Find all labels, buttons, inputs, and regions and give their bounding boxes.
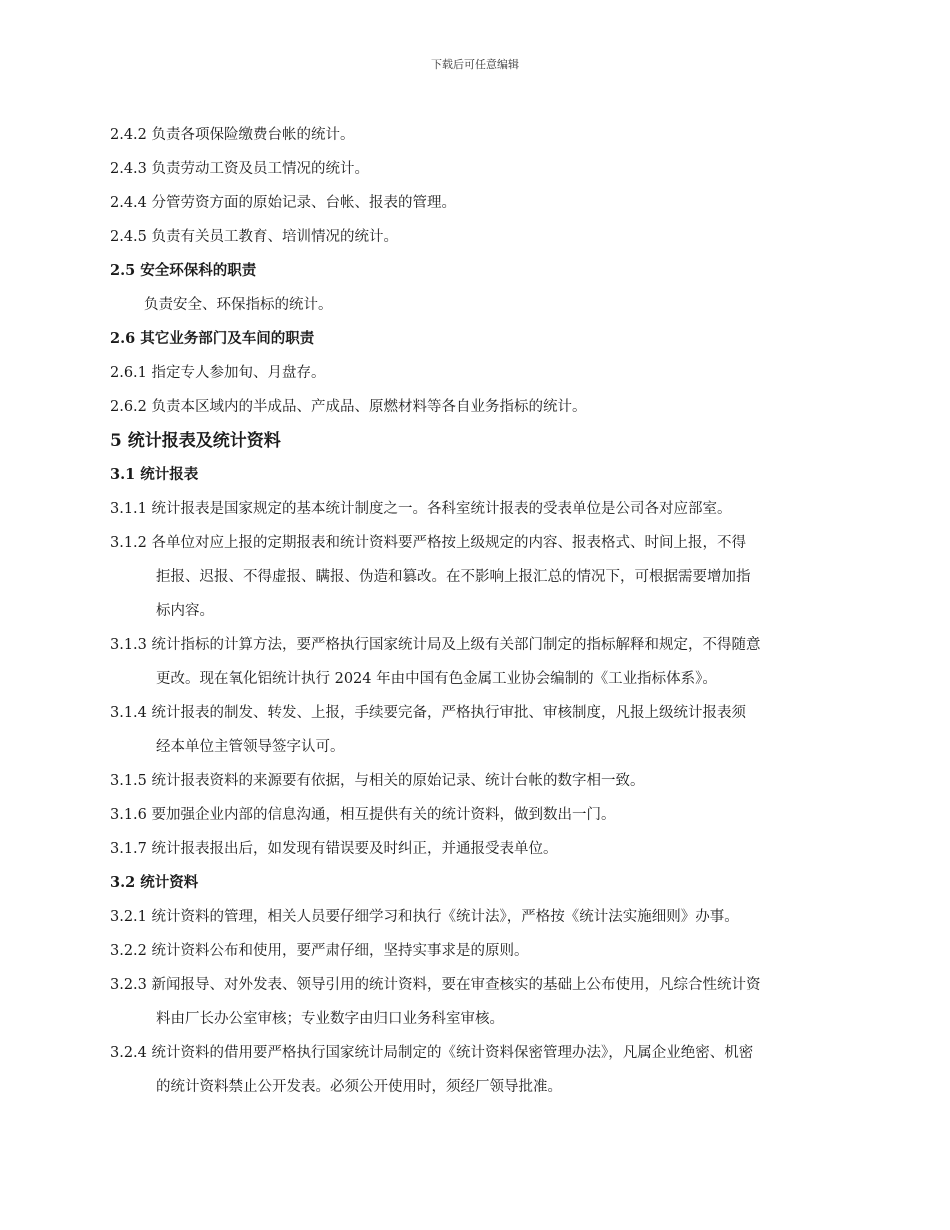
paragraph-3-1-3-line-1: 3.1.3 统计指标的计算方法，要严格执行国家统计局及上级有关部门制定的指标解释和规定，不得随意: [110, 637, 761, 653]
paragraph-3-1-3-line-2: 更改。现在氧化铝统计执行 2024 年由中国有色金属工业协会编制的《工业指标体系》。: [156, 671, 717, 687]
heading-2-5: 2.5 安全环保科的职责: [110, 262, 257, 279]
paragraph-3-1-2-line-1: 3.1.2 各单位对应上报的定期报表和统计资料要严格按上级规定的内容、报表格式、时间上报，不得: [110, 535, 746, 551]
paragraph-2-4-4: 2.4.4 分管劳资方面的原始记录、台帐、报表的管理。: [110, 195, 457, 211]
paragraph-2-4-2: 2.4.2 负责各项保险缴费台帐的统计。: [110, 127, 355, 143]
paragraph-3-1-7: 3.1.7 统计报表报出后，如发现有错误要及时纠正，并通报受表单位。: [110, 841, 558, 857]
paragraph-3-2-3-line-2: 料由厂长办公室审核；专业数字由归口业务科室审核。: [156, 1011, 504, 1027]
paragraph-2-5-body: 负责安全、环保指标的统计。: [144, 297, 333, 313]
document-body: [110, 118, 840, 1104]
heading-3-2: 3.2 统计资料: [110, 874, 199, 891]
paragraph-3-1-4: [110, 696, 840, 764]
paragraph-3-2-2: 3.2.2 统计资料公布和使用，要严肃仔细，坚持实事求是的原则。: [110, 943, 529, 959]
paragraph-3-2-3: [110, 968, 840, 1036]
paragraph-3-2-3-line-1: 3.2.3 新闻报导、对外发表、领导引用的统计资料，要在审查核实的基础上公布使用，凡综合性统计资: [110, 977, 761, 993]
paragraph-3-1-2: [110, 526, 840, 628]
paragraph-3-1-4-line-2: 经本单位主管领导签字认可。: [156, 739, 345, 755]
paragraph-2-6-2: 2.6.2 负责本区域内的半成品、产成品、原燃材料等各自业务指标的统计。: [110, 399, 587, 415]
paragraph-3-2-4-line-1: 3.2.4 统计资料的借用要严格执行国家统计局制定的《统计资料保密管理办法》，凡属企业绝密、机密: [110, 1045, 754, 1061]
paragraph-3-2-4-line-2: 的统计资料禁止公开发表。必须公开使用时，须经厂领导批准。: [156, 1079, 562, 1095]
paragraph-3-1-6: 3.1.6 要加强企业内部的信息沟通，相互提供有关的统计资料，做到数出一门。: [110, 807, 616, 823]
paragraph-3-1-1: 3.1.1 统计报表是国家规定的基本统计制度之一。各科室统计报表的受表单位是公司各对应部室。: [110, 501, 732, 517]
paragraph-3-1-5: 3.1.5 统计报表资料的来源要有依据，与相关的原始记录、统计台帐的数字相一致。: [110, 773, 645, 789]
page-header-note: 下载后可任意编辑: [431, 58, 519, 71]
paragraph-3-2-1: 3.2.1 统计资料的管理，相关人员要仔细学习和执行《统计法》，严格按《统计法实施细则》办事。: [110, 909, 739, 925]
heading-2-6: 2.6 其它业务部门及车间的职责: [110, 330, 315, 347]
paragraph-3-1-2-line-2: 拒报、迟报、不得虚报、瞒报、伪造和篡改。在不影响上报汇总的情况下，可根据需要增加指: [156, 569, 751, 585]
paragraph-3-1-2-line-3: 标内容。: [156, 603, 214, 619]
heading-3-1: 3.1 统计报表: [110, 466, 199, 483]
paragraph-2-4-5: 2.4.5 负责有关员工教育、培训情况的统计。: [110, 229, 399, 245]
heading-section-5: 5 统计报表及统计资料: [110, 431, 281, 451]
paragraph-3-1-3: [110, 628, 840, 696]
paragraph-2-4-3: 2.4.3 负责劳动工资及员工情况的统计。: [110, 161, 370, 177]
paragraph-3-2-4: [110, 1036, 840, 1104]
paragraph-2-6-1: 2.6.1 指定专人参加旬、月盘存。: [110, 365, 326, 381]
paragraph-3-1-4-line-1: 3.1.4 统计报表的制发、转发、上报，手续要完备，严格执行审批、审核制度，凡报上级统计报表须: [110, 705, 746, 721]
